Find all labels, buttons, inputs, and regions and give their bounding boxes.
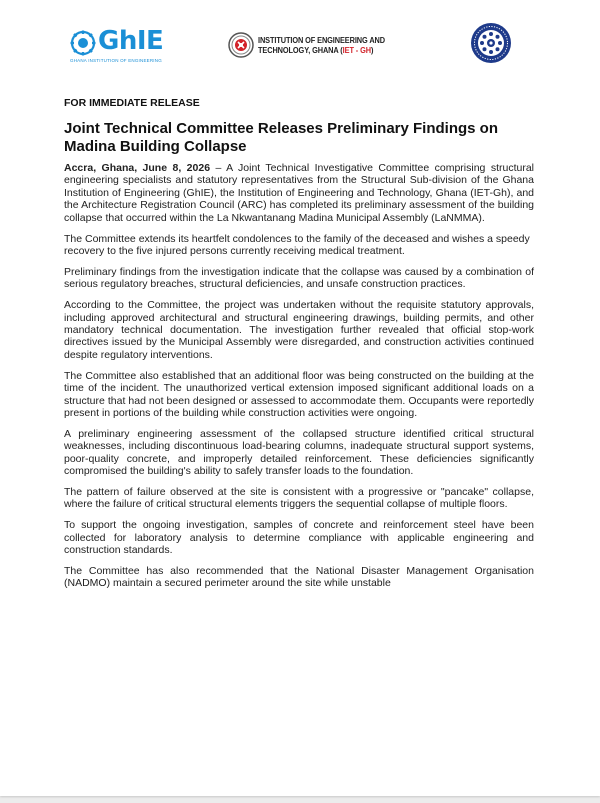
ghie-logo <box>70 28 170 64</box>
release-label: FOR IMMEDIATE RELEASE <box>64 97 200 109</box>
ghie-logo-subtitle: GHANA INSTITUTION OF ENGINEERING <box>70 58 162 63</box>
paragraph-5: The Committee also established that an additional floor was being constructed on the building at the time of the incident. The unauthorized vertical extension imposed significant additional loads on a structure that had not been designed or assessed to accommodate them. Occupants were reportedly present in portions of the building while construction activities were ongoing. <box>64 369 534 419</box>
iet-logo-line2 <box>258 46 385 56</box>
iet-emblem-icon <box>228 32 254 58</box>
dateline: Accra, Ghana, June 8, 2026 <box>64 162 211 174</box>
arc-seal-icon <box>470 22 512 64</box>
iet-logo-line2-suffix: ) <box>370 46 374 55</box>
iet-logo-line1: INSTITUTION OF ENGINEERING AND <box>258 36 386 45</box>
paragraph-1-text: – A Joint Technical Investigative Committee comprising structural engineering specialists and statutory representatives from the Structural Sub-division of the Ghana Institution of Engineering (GhIE), the Institution of Engineering and Technology, Ghana (IET-Gh), and the Architecture Registration Council (ARC) has completed its preliminary assessment of the building collapse that occurred within the La Nkwantanang Madina Municipal Assembly (LaNMMA). <box>64 162 534 224</box>
paragraph-2: The Committee extends its heartfelt condolences to the family of the deceased and wishes a speedy recovery to the five injured persons currently receiving medical treatment. <box>64 232 530 257</box>
paragraph-8: To support the ongoing investigation, samples of concrete and reinforcement steel have been collected for laboratory analysis to determine compliance with applicable engineering and construction standards. <box>64 519 534 557</box>
headline: Joint Technical Committee Releases Preliminary Findings on Madina Building Collapse <box>64 120 499 155</box>
ghie-globe-icon <box>70 30 96 56</box>
ghie-logo-text: GhIE <box>98 26 164 56</box>
paragraph-9: The Committee has also recommended that the National Disaster Management Organisation (NADMO) maintain a secured perimeter around the site while unstable <box>64 564 534 590</box>
paragraph-6: A preliminary engineering assessment of the collapsed structure identified critical structural weaknesses, including discontinuous load-bearing columns, inadequate structural support systems, poor-quality concrete, and improperly detailed reinforcement. These deficiencies significantly compromised the building's ability to safely transfer loads to the foundation. <box>64 427 534 478</box>
iet-gh-logo-text <box>258 36 385 56</box>
paragraph-3: Preliminary findings from the investigation indicate that the collapse was caused by a combination of serious regulatory breaches, structural deficiencies, and unsafe construction practices. <box>64 265 534 291</box>
iet-logo-line2-highlight: IET - GH <box>342 46 371 55</box>
iet-logo-line2-prefix: TECHNOLOGY, GHANA ( <box>258 46 343 55</box>
paragraph-7: The pattern of failure observed at the site is consistent with a progressive or "pancake" collapse, where the failure of critical structural elements triggers the sequential collapse of multiple floors. <box>64 485 534 511</box>
paragraph-1 <box>64 162 534 224</box>
logo-header <box>0 22 600 72</box>
iet-gh-logo <box>228 28 408 64</box>
release-body <box>64 96 534 598</box>
paragraph-4: According to the Committee, the project was undertaken without the requisite statutory approvals, including approved architectural and structural engineering drawings, building permits, and other mandatory technical documentation. The investigation further revealed that official stop-work directives issued by the Municipal Assembly were disregarded, and construction activities continued despite regulatory interventions. <box>64 299 534 361</box>
